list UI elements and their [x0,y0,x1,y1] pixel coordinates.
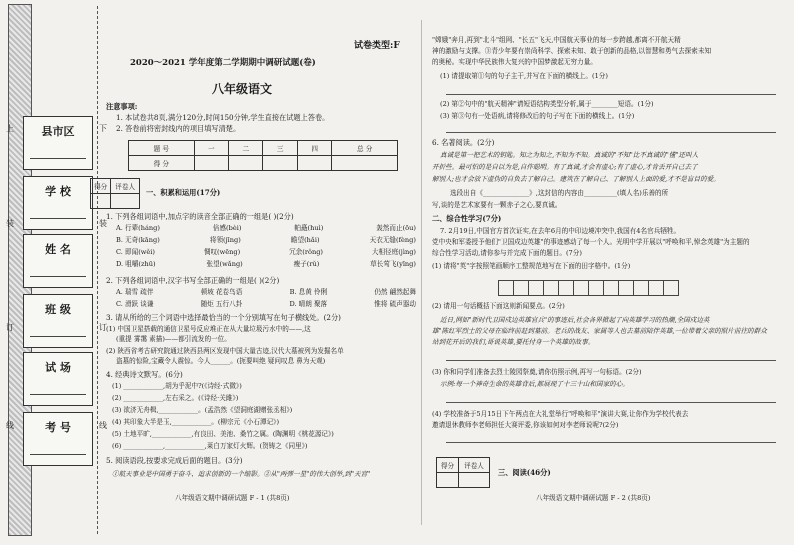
passage-text: 综合性学习活动,请你参与并完成下面的题目。(7分) [432,249,582,257]
score-header: 三 [263,141,297,156]
question-part: (1) 中国卫星搭载的通信卫星号反应堆正在从大量垃圾污水中的——,这 [106,325,311,333]
recitation-line[interactable]: (5) 土地平旷,____________,有良田、美池、桑竹之属。(陶渊明《桃花源记》) [112,430,334,438]
binding-mark: 装 [6,219,14,228]
score-box-label: 得分 [437,458,459,473]
exam-number-field[interactable] [23,412,93,466]
option[interactable]: C. 滑跃 谈谦 [116,300,154,308]
option-word: 轰然而止(ōu) [376,224,416,232]
score-cell[interactable] [437,473,459,488]
score-cell[interactable] [263,156,297,171]
fill-in: 写,谈的是艺术家要有一颗赤子之心,要真诚。 [432,201,562,209]
option-word: 仍然 翩然起舞 [374,288,416,296]
option-row [116,288,416,296]
field-label: 学 校 [45,185,71,198]
fill-in[interactable]: 选段出自《______________》,这封信的内容由__________(填人名)乐善的所 [450,189,669,197]
passage-text: 党中央和军委授予他们"卫国戍边英雄"的事迹感动了每一个人。光明中学开展以"呼唤和平,悼念英雄"为主题的 [432,238,750,246]
passage-text: 近日,网如"新时代卫国戍边英雄官兵"的事迹后,社会各界掀起了向英雄学习的热潮,全国戍边英 [440,316,710,324]
question: 1. 下列各组词语中,加点字的读音全部正确的一组是( )(2分) [106,212,294,221]
question: (1) 请提取第①句的句子主干,并写在下面的横线上。(1分) [440,72,608,80]
answer-line[interactable] [446,132,776,133]
field-line [30,394,86,395]
passage-text: 站到花开后的我们,哥说英雄,要托付身一个英雄的故事。 [432,338,595,346]
binding-line [97,6,98,534]
question-part: (重提 雾霭 素描)——都引流发的一位。 [116,335,231,343]
option-row [116,248,416,256]
recitation-line[interactable]: (6) ____________,____________,莱白万家灯火辉。(贺铸之《同里》) [112,442,308,450]
section-score-box [436,457,490,488]
note-item: 1. 本试卷共8页,满分120分,时间150分钟,学生直接在试题上答卷。 [116,113,330,122]
passage-text: 解别人;也才会放下虚伪的自负去了解自己。建筑在了解自己、了解别人上面的爱,才不是盲目的爱。 [432,175,720,183]
field-label: 考 号 [45,421,71,434]
exam-title: 2020～2021 学年度第二学期期中调研试题(卷) [130,58,316,68]
binding-mark: 线 [6,421,14,430]
score-cell[interactable] [297,156,331,171]
score-header: 四 [297,141,331,156]
option-word: 顿坡 花卷鸟语 [200,288,243,296]
field-line [30,218,86,219]
question-part: 盗墓的惊险,宝藏令人震惊。今人______。(扼要叫绝 疑问叹息 鼻为天观) [116,357,326,365]
field-line [30,454,86,455]
field-label: 县市区 [41,125,75,138]
field-line [30,158,86,159]
section-score-box [90,178,140,209]
field-line [30,336,86,337]
binding-mark: 上 [6,124,14,133]
score-table [128,140,398,171]
score-cell[interactable] [91,194,111,209]
question: (2) 第②句中的"航天精神"请短语结构类型分析,属于________短语。(1分) [440,100,654,108]
question: 6. 名著阅读。(2分) [432,138,495,147]
option[interactable]: D. 咀嚼(zhū) [116,260,156,268]
option-word: 草长莺飞(yīng) [370,260,416,268]
exam-room-field[interactable] [23,352,93,406]
option[interactable]: B. 息黄 伶俐 [289,288,328,296]
binding-mark: 订 [99,323,107,332]
option[interactable]: A. 行辈(háng) [116,224,160,232]
option-word: 惆叹(wēng) [203,248,241,256]
school-field[interactable] [23,176,93,230]
score-cell[interactable] [332,156,398,171]
subject-title: 八年级语文 [212,82,273,96]
answer-line[interactable] [446,94,776,95]
passage-text: ①航天事业是中国勇于奋斗、追求创新的一个缩影。②从"两弹一星"的伟大创举,到"天宫" [112,470,371,478]
note-item: 2. 答卷前将密封线内的项目填写清楚。 [116,124,241,133]
score-cell[interactable] [194,156,228,171]
option-row [116,300,416,308]
score-box-label: 评卷人 [459,458,490,473]
name-field[interactable] [23,234,93,288]
recitation-line[interactable]: (4) 其印象大半是玉,____________。(柳宗元《小石潭记》) [112,418,280,426]
option-word: 将领(jīng) [209,236,241,244]
example-text: 示例:每一个神奇生命的英雄背后,都展现了十三十山和国家的心。 [440,380,629,388]
page-divider [421,20,422,525]
notes-heading: 注意事项: [106,102,138,111]
passage-text: 雄"陈红军烈士的父母在临终前赶到墓前。老兵的战友、家属等人也去墓前陪伴英雄,一位带着父亲的照片前往的群众 [432,327,767,335]
page-footer: 八年级语文期中调研试题 F - 2 (共8页) [536,494,651,502]
question: 2. 下列各组词语中,汉字书写全部正确的一组是( )(2分) [106,276,280,285]
passage-text: 7. 2月19日,中国官方首次证实,在去年6月的中印边境冲突中,我国有4名官兵牺牲。 [440,227,681,235]
option-word: 随炬 五行八卦 [200,300,243,308]
option-row [116,260,416,268]
question: 邀请退休教师李老师担任大赛评委,你该如何对李老师说呢?(2分) [432,421,619,429]
binding-mark: 装 [99,219,107,228]
option-word: 张望(wǎng) [206,260,243,268]
question: 5. 阅读语段,按要求完成后面的题目。(3分) [106,456,243,465]
class-field[interactable] [23,294,93,348]
answer-line[interactable] [446,360,776,361]
option[interactable]: A. 瑞雪 疏伴 [116,288,154,296]
paper-type: 试卷类型:F [354,41,400,51]
binding-mark: 订 [6,323,14,332]
option-word: 倍感(bèi) [212,224,242,232]
passage-text: 神的激励与支撑。③青少年要有崇尚科学、探索未知、敢于创新的品格,以智慧和勇气去探索未知 [432,47,712,55]
option-word: 帕矗(huì) [294,224,324,232]
passage-text: "嫦娥"奔月,再到"北斗"组网、"长五"飞天,中国航天事业的每一步跨越,都离不开航天精 [432,36,681,44]
option[interactable]: C. 即闻(wěi) [116,248,155,256]
option[interactable]: D. 晴朗 聚落 [289,300,328,308]
section-title: 一、积累和运用(17分) [146,188,221,197]
question: (4) 学校准备于5月15日下午两点在大礼堂举行"呼唤和平"演讲大赛,让你作为学校代表去 [432,410,689,418]
answer-line[interactable] [446,442,776,443]
question: 3. 请从所给的三个词语中选择最恰当的一个分别填写在句子横线处。(2分) [106,313,341,322]
option-word: 瘦子(rǔ) [293,260,320,268]
score-box-label: 得分 [91,179,111,194]
recitation-line[interactable]: (2) ____________,左右采之。(《诗经·关雎》) [112,394,239,402]
page-footer: 八年级语文期中调研试题 F - 1 (共8页) [175,494,290,502]
recitation-line[interactable]: (3) 欲济无舟楫,____________。(孟浩然《望洞庭湖赠张丞相》) [112,406,293,414]
question: (3) 你和同学们准备去烈士陵园祭奠,请你仿照示例,再写一句标语。(2分) [432,368,642,376]
question: (2) 请用一句话概括下面这则新闻要点。(2分) [432,302,565,310]
county-field[interactable] [23,116,93,170]
field-line [30,276,86,277]
score-cell[interactable] [229,156,263,171]
option-word: 瞻望(hǎi) [290,236,320,244]
option-word: 惟将 硫声器动 [374,300,416,308]
score-header: 总 分 [332,141,398,156]
passage-text: 真诚是第一把艺术的钥匙。知之为知之,不知为不知。真诚的"不知"比不真诚的"懂"还叫人 [440,151,699,159]
option-row [116,224,416,232]
score-box-label: 评卷人 [111,179,140,194]
score-header: 二 [229,141,263,156]
option[interactable]: B. 无奇(kāng) [116,236,160,244]
option-word: 大相径庭(jìng) [371,248,416,256]
option-word: 冗余(rǒng) [289,248,323,256]
option-row [116,236,416,244]
section-title: 二、综合性学习(7分) [432,214,502,223]
passage-text: 的奥秘。实现中华民族伟大复兴的中国梦激起无穷力量。 [432,58,597,66]
question: (3) 第③句有一处语病,请将修改后的句子写在下面的横线上。(1分) [440,112,635,120]
field-label: 姓 名 [45,243,71,256]
passage-text: 开折些。最可怕的是自以为是,自作聪明。有了真诚,才会有虚心;有了虚心,才肯丢开自己去了 [432,163,698,171]
tianzige-grid[interactable] [498,280,679,296]
question: 4. 经典诗文默写。(6分) [106,370,183,379]
binding-mark: 下 [99,124,107,133]
answer-line[interactable] [446,402,776,403]
score-header: 一 [194,141,228,156]
score-cell[interactable] [459,473,490,488]
question-part: (2) 陕西省考古研究院通过陕西县两区发现中国大量古迹,汉代大墓被列为发掘名单 [106,347,344,355]
recitation-line[interactable]: (1) ____________,胡为乎泥中?(《诗经·式微》) [112,382,242,390]
field-label: 班 级 [45,303,71,316]
section-title: 三、阅读(46分) [498,468,551,477]
score-header: 题 号 [129,141,195,156]
option-word: 天衣无缝(fèng) [369,236,416,244]
score-row-label: 得 分 [129,156,195,171]
field-label: 试 场 [45,361,71,374]
binding-mark: 线 [99,421,107,430]
score-cell[interactable] [111,194,140,209]
question: (1) 请将"英"字按照笔画顺序工整规范地写在下面的田字格中。(1分) [432,262,631,270]
